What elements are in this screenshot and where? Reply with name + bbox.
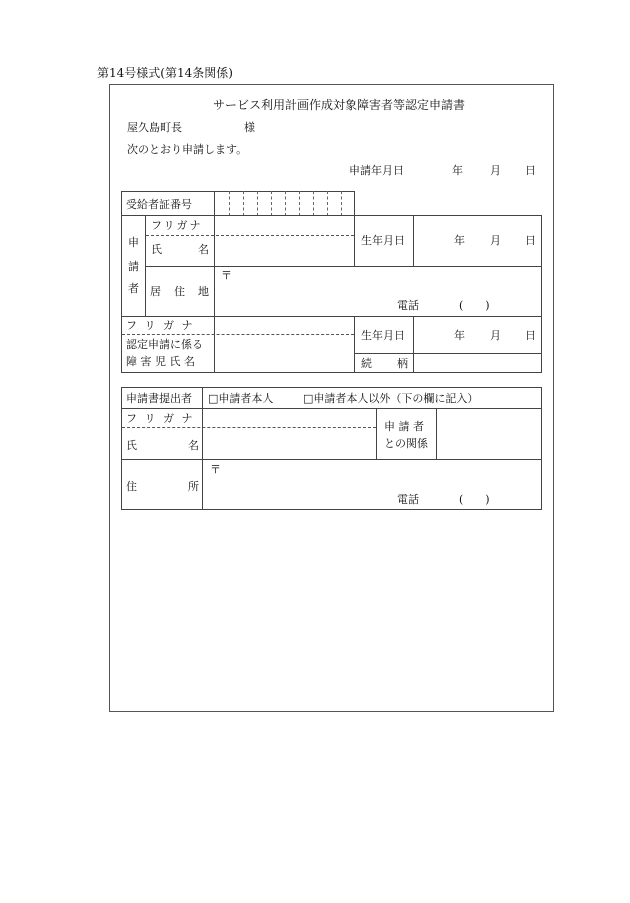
applicant-birth-month-unit: 月 (490, 234, 501, 247)
applicant-address-label-2: 住 (174, 285, 185, 298)
submitter-label: 申請書提出者 (126, 392, 192, 405)
child-birth-month-unit: 月 (490, 329, 501, 342)
submitter-name-input[interactable] (203, 428, 376, 458)
child-furigana-input[interactable] (215, 317, 354, 334)
child-relation-label-1: 続 (361, 357, 372, 370)
child-name-label-line1: 認定申請に係る (126, 338, 203, 351)
applicant-postal-mark: 〒 (221, 269, 232, 282)
submitter-relation-label-line2: との関係 (384, 437, 428, 450)
applicant-side-label-1: 申 (128, 236, 139, 249)
submitter-option-other[interactable]: □申請者本人以外（下の欄に記入） (303, 392, 479, 405)
submitter-address-label-2: 所 (188, 480, 199, 493)
applicant-birth-label: 生年月日 (361, 234, 405, 247)
applicant-phone-parens: ( ) (459, 299, 490, 312)
submitter-postal-mark: 〒 (210, 463, 221, 476)
child-relation-label-2: 柄 (397, 357, 408, 370)
application-date-day-unit: 日 (525, 164, 536, 177)
applicant-address-label-3: 地 (198, 285, 209, 298)
applicant-birth-day-unit: 日 (525, 234, 536, 247)
application-date-month-unit: 月 (490, 164, 501, 177)
intro-text: 次のとおり申請します。 (127, 143, 248, 156)
form-title: サービス利用計画作成対象障害者等認定申請書 (213, 98, 466, 112)
child-name-input[interactable] (215, 335, 354, 372)
child-birth-label: 生年月日 (361, 329, 405, 342)
applicant-phone-label: 電話 (397, 299, 419, 312)
application-date-year-unit: 年 (452, 164, 463, 177)
submitter-relation-label-line1: 申 請 者 (384, 420, 424, 433)
applicant-birth-year-unit: 年 (454, 234, 465, 247)
applicant-address-input[interactable] (215, 267, 541, 315)
applicant-birth-input[interactable] (414, 216, 541, 265)
submitter-address-input[interactable] (203, 460, 541, 509)
applicant-name-input[interactable] (215, 236, 354, 265)
child-relation-input[interactable] (414, 354, 541, 372)
applicant-name-label-1: 氏 (151, 243, 162, 256)
child-birth-year-unit: 年 (454, 329, 465, 342)
submitter-furigana-input[interactable] (203, 409, 376, 426)
submitter-phone-label: 電話 (397, 493, 419, 506)
applicant-name-label-2: 名 (198, 243, 209, 256)
applicant-furigana-input[interactable] (215, 216, 354, 234)
submitter-address-label-1: 住 (126, 480, 137, 493)
applicant-side-label-2: 請 (128, 260, 139, 273)
applicant-furigana-label: フリガナ (151, 219, 203, 232)
child-name-label-line2: 障 害 児 氏 名 (126, 355, 195, 368)
submitter-phone-parens: ( ) (459, 493, 490, 506)
submitter-name-label-2: 名 (188, 439, 199, 452)
applicant-side-label-3: 者 (128, 282, 139, 295)
application-date-label: 申請年月日 (349, 164, 404, 177)
addressee: 屋久島町長 (127, 121, 182, 134)
form-number: 第14号様式(第14条関係) (97, 66, 233, 80)
child-birth-day-unit: 日 (525, 329, 536, 342)
submitter-furigana-label: フ リ ガ ナ (126, 412, 195, 425)
recipient-number-label: 受給者証番号 (126, 198, 192, 211)
honorific: 様 (244, 121, 255, 134)
submitter-relation-input[interactable] (437, 409, 541, 458)
child-birth-input[interactable] (414, 317, 541, 352)
submitter-name-label-1: 氏 (126, 439, 137, 452)
applicant-address-label-1: 居 (150, 285, 161, 298)
submitter-option-self[interactable]: □申請者本人 (208, 392, 274, 405)
child-furigana-label: フ リ ガ ナ (126, 319, 195, 332)
